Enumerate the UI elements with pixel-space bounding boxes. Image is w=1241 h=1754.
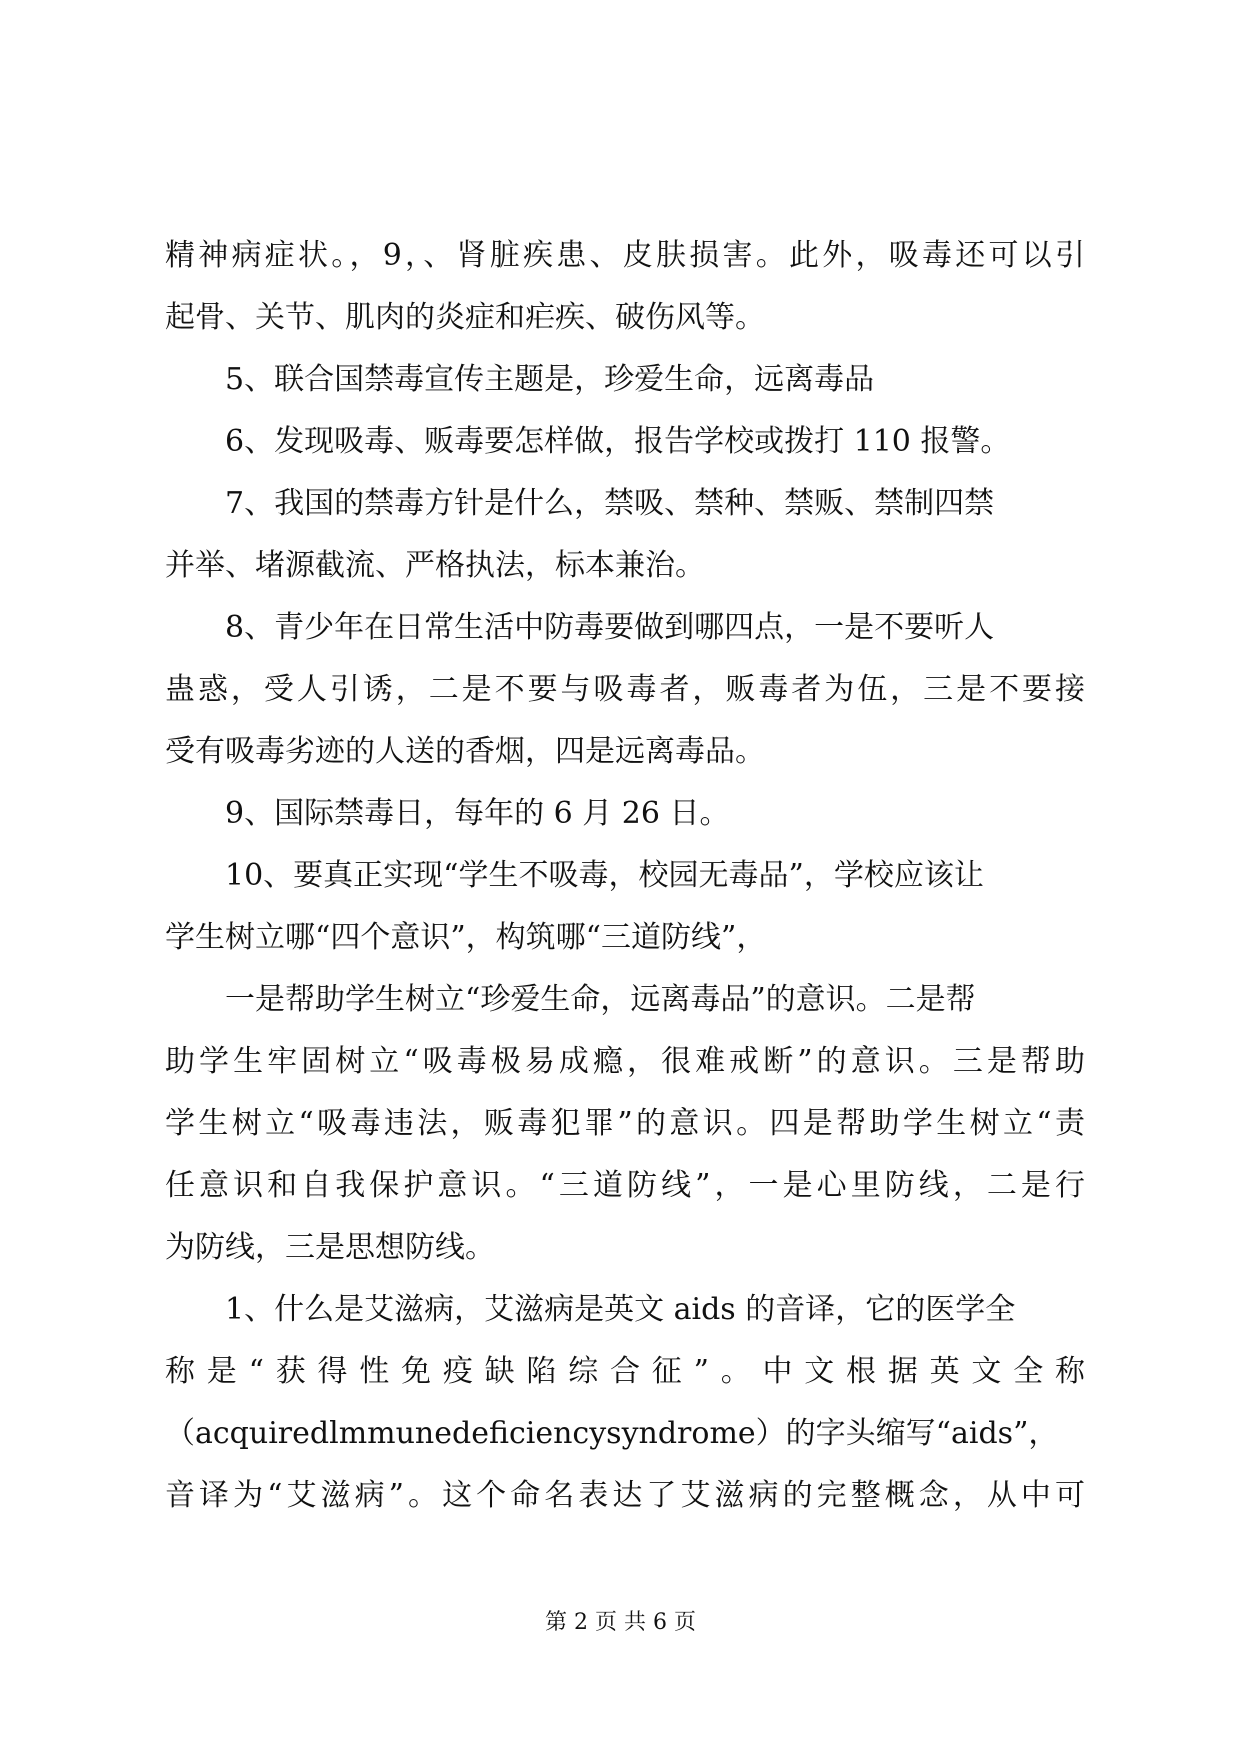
text-line: 8、青少年在日常生活中防毒要做到哪四点，一是不要听人 [225,610,995,645]
text-line: 一是帮助学生树立“珍爱生命，远离毒品”的意识。二是帮 [225,982,976,1017]
text-line: 受有吸毒劣迹的人送的香烟，四是远离毒品。 [165,734,765,769]
text-line: （acquiredlmmunedeficiencysyndrome）的字头缩写“aids”， [165,1416,1059,1451]
text-line: 9、国际禁毒日，每年的 6 月 26 日。 [225,796,730,831]
text-line: 7、我国的禁毒方针是什么，禁吸、禁种、禁贩、禁制四禁 [225,486,995,521]
text-line: 5、联合国禁毒宣传主题是，珍爱生命，远离毒品 [225,362,875,397]
text-line: 为防线，三是思想防线。 [165,1230,495,1265]
text-line: 音译为“艾滋病”。这个命名表达了艾滋病的完整概念，从中可 [165,1478,1085,1513]
text-line: 任意识和自我保护意识。“三道防线”，一是心里防线，二是行 [165,1168,1085,1203]
text-line: 精神病症状。，9，、肾脏疾患、皮肤损害。此外，吸毒还可以引 [165,238,1085,273]
text-line: 并举、堵源截流、严格执法，标本兼治。 [165,548,705,583]
text-line: 起骨、关节、肌肉的炎症和疟疾、破伤风等。 [165,300,765,335]
text-line: 学生树立哪“四个意识”，构筑哪“三道防线”， [165,920,767,955]
text-line: 称是“获得性免疫缺陷综合征”。中文根据英文全称 [165,1354,1085,1389]
text-line: 1、什么是艾滋病，艾滋病是英文 aids 的音译，它的医学全 [225,1292,1016,1327]
page-footer: 第 2 页 共 6 页 [545,1610,696,1635]
document-body [165,225,1085,1527]
text-line: 6、发现吸毒、贩毒要怎样做，报告学校或拨打 110 报警。 [225,424,1011,459]
text-line: 10、要真正实现“学生不吸毒，校园无毒品”，学校应该让 [225,858,984,893]
text-line: 助学生牢固树立“吸毒极易成瘾，很难戒断”的意识。三是帮助 [165,1044,1085,1079]
text-line: 蛊惑，受人引诱，二是不要与吸毒者，贩毒者为伍，三是不要接 [165,672,1085,707]
text-line: 学生树立“吸毒违法，贩毒犯罪”的意识。四是帮助学生树立“责 [165,1106,1085,1141]
